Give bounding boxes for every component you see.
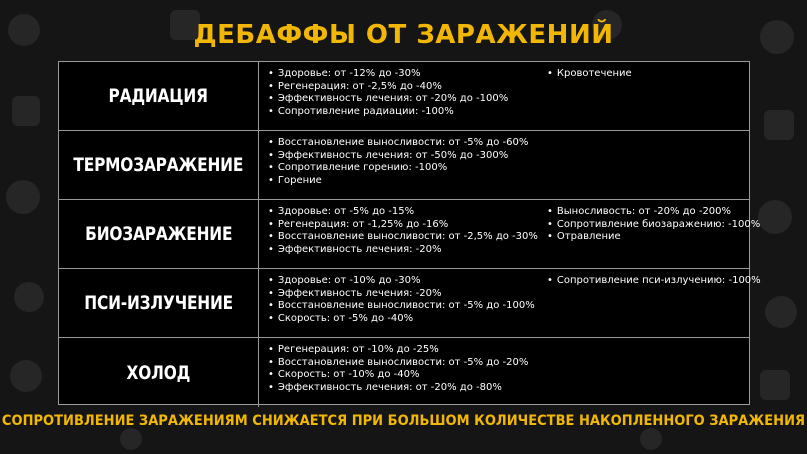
debuff-list	[268, 68, 508, 118]
row-label: ХОЛОД	[126, 361, 191, 384]
table-row	[59, 200, 761, 269]
list-item: • Отравление	[547, 231, 760, 244]
skull-icon	[6, 180, 40, 214]
row-label-cell	[59, 200, 259, 268]
table-row	[59, 62, 749, 131]
list-item: • Эффективность лечения: от -20% до -100%	[268, 93, 508, 106]
radiation-icon	[758, 200, 792, 234]
debuff-list	[268, 206, 538, 256]
list-item: • Восстановление выносливости: от -5% до -60%	[268, 137, 528, 150]
debuff-list	[268, 137, 528, 187]
list-item: • Регенерация: от -1,25% до -16%	[268, 219, 538, 232]
list-item: • Скорость: от -10% до -40%	[268, 369, 528, 382]
row-label-cell	[59, 62, 259, 130]
list-item: • Регенерация: от -10% до -25%	[268, 344, 528, 357]
row-label: ТЕРМОЗАРАЖЕНИЕ	[73, 154, 244, 176]
list-item: • Сопротивление горению: -100%	[268, 162, 528, 175]
list-item: • Эффективность лечения: от -20% до -80%	[268, 382, 528, 395]
list-item: • Здоровье: от -10% до -30%	[268, 275, 535, 288]
row-label-cell	[59, 338, 259, 407]
debuff-list	[268, 344, 528, 394]
row-label-cell	[59, 131, 259, 199]
footer-note: СОПРОТИВЛЕНИЕ ЗАРАЖЕНИЯМ СНИЖАЕТСЯ ПРИ БОЛЬШОМ КОЛИЧЕСТВЕ НАКОПЛЕННОГО ЗАРАЖЕНИЯ	[1, 413, 806, 429]
page-title: ДЕБАФФЫ ОТ ЗАРАЖЕНИЙ	[193, 20, 614, 50]
debuff-list-extra	[547, 275, 761, 288]
biohazard-icon	[764, 110, 794, 140]
row-label: РАДИАЦИЯ	[108, 85, 209, 107]
biohazard-icon	[12, 96, 40, 126]
list-item: • Сопротивление радиации: -100%	[268, 106, 508, 119]
list-item: • Восстановление выносливости: от -2,5% до -30%	[268, 231, 538, 244]
debuff-table	[58, 61, 761, 405]
list-item: • Эффективность лечения: -20%	[268, 244, 538, 257]
row-label: ПСИ-ИЗЛУЧЕНИЕ	[84, 292, 233, 314]
list-item: • Здоровье: от -5% до -15%	[268, 206, 538, 219]
table-row	[59, 338, 749, 407]
list-item: • Выносливость: от -20% до -200%	[547, 206, 760, 219]
list-item: • Здоровье: от -12% до -30%	[268, 68, 508, 81]
debuff-list-extra	[547, 68, 632, 81]
list-item: • Горение	[268, 175, 528, 188]
biohazard-icon	[760, 370, 790, 400]
list-item: • Эффективность лечения: -20%	[268, 288, 535, 301]
table-row	[59, 131, 749, 200]
list-item: • Кровотечение	[547, 68, 632, 81]
list-item: • Сопротивление биозаражению: -100%	[547, 219, 760, 232]
list-item: • Восстановление выносливости: от -5% до -20%	[268, 357, 528, 370]
radiation-icon	[14, 282, 44, 312]
list-item: • Восстановление выносливости: от -5% до -100%	[268, 300, 535, 313]
skull-icon	[765, 296, 797, 328]
skull-icon	[10, 360, 42, 392]
row-label-cell	[59, 269, 259, 337]
list-item: • Скорость: от -5% до -40%	[268, 313, 535, 326]
skull-icon	[640, 428, 662, 450]
list-item: • Регенерация: от -2,5% до -40%	[268, 81, 508, 94]
list-item: • Сопротивление пси-излучению: -100%	[547, 275, 761, 288]
list-item: • Эффективность лечения: от -50% до -300%	[268, 150, 528, 163]
debuff-list-extra	[547, 206, 760, 244]
debuff-list	[268, 275, 535, 325]
radiation-icon	[120, 428, 142, 450]
row-label: БИОЗАРАЖЕНИЕ	[84, 223, 233, 245]
table-row	[59, 269, 761, 338]
